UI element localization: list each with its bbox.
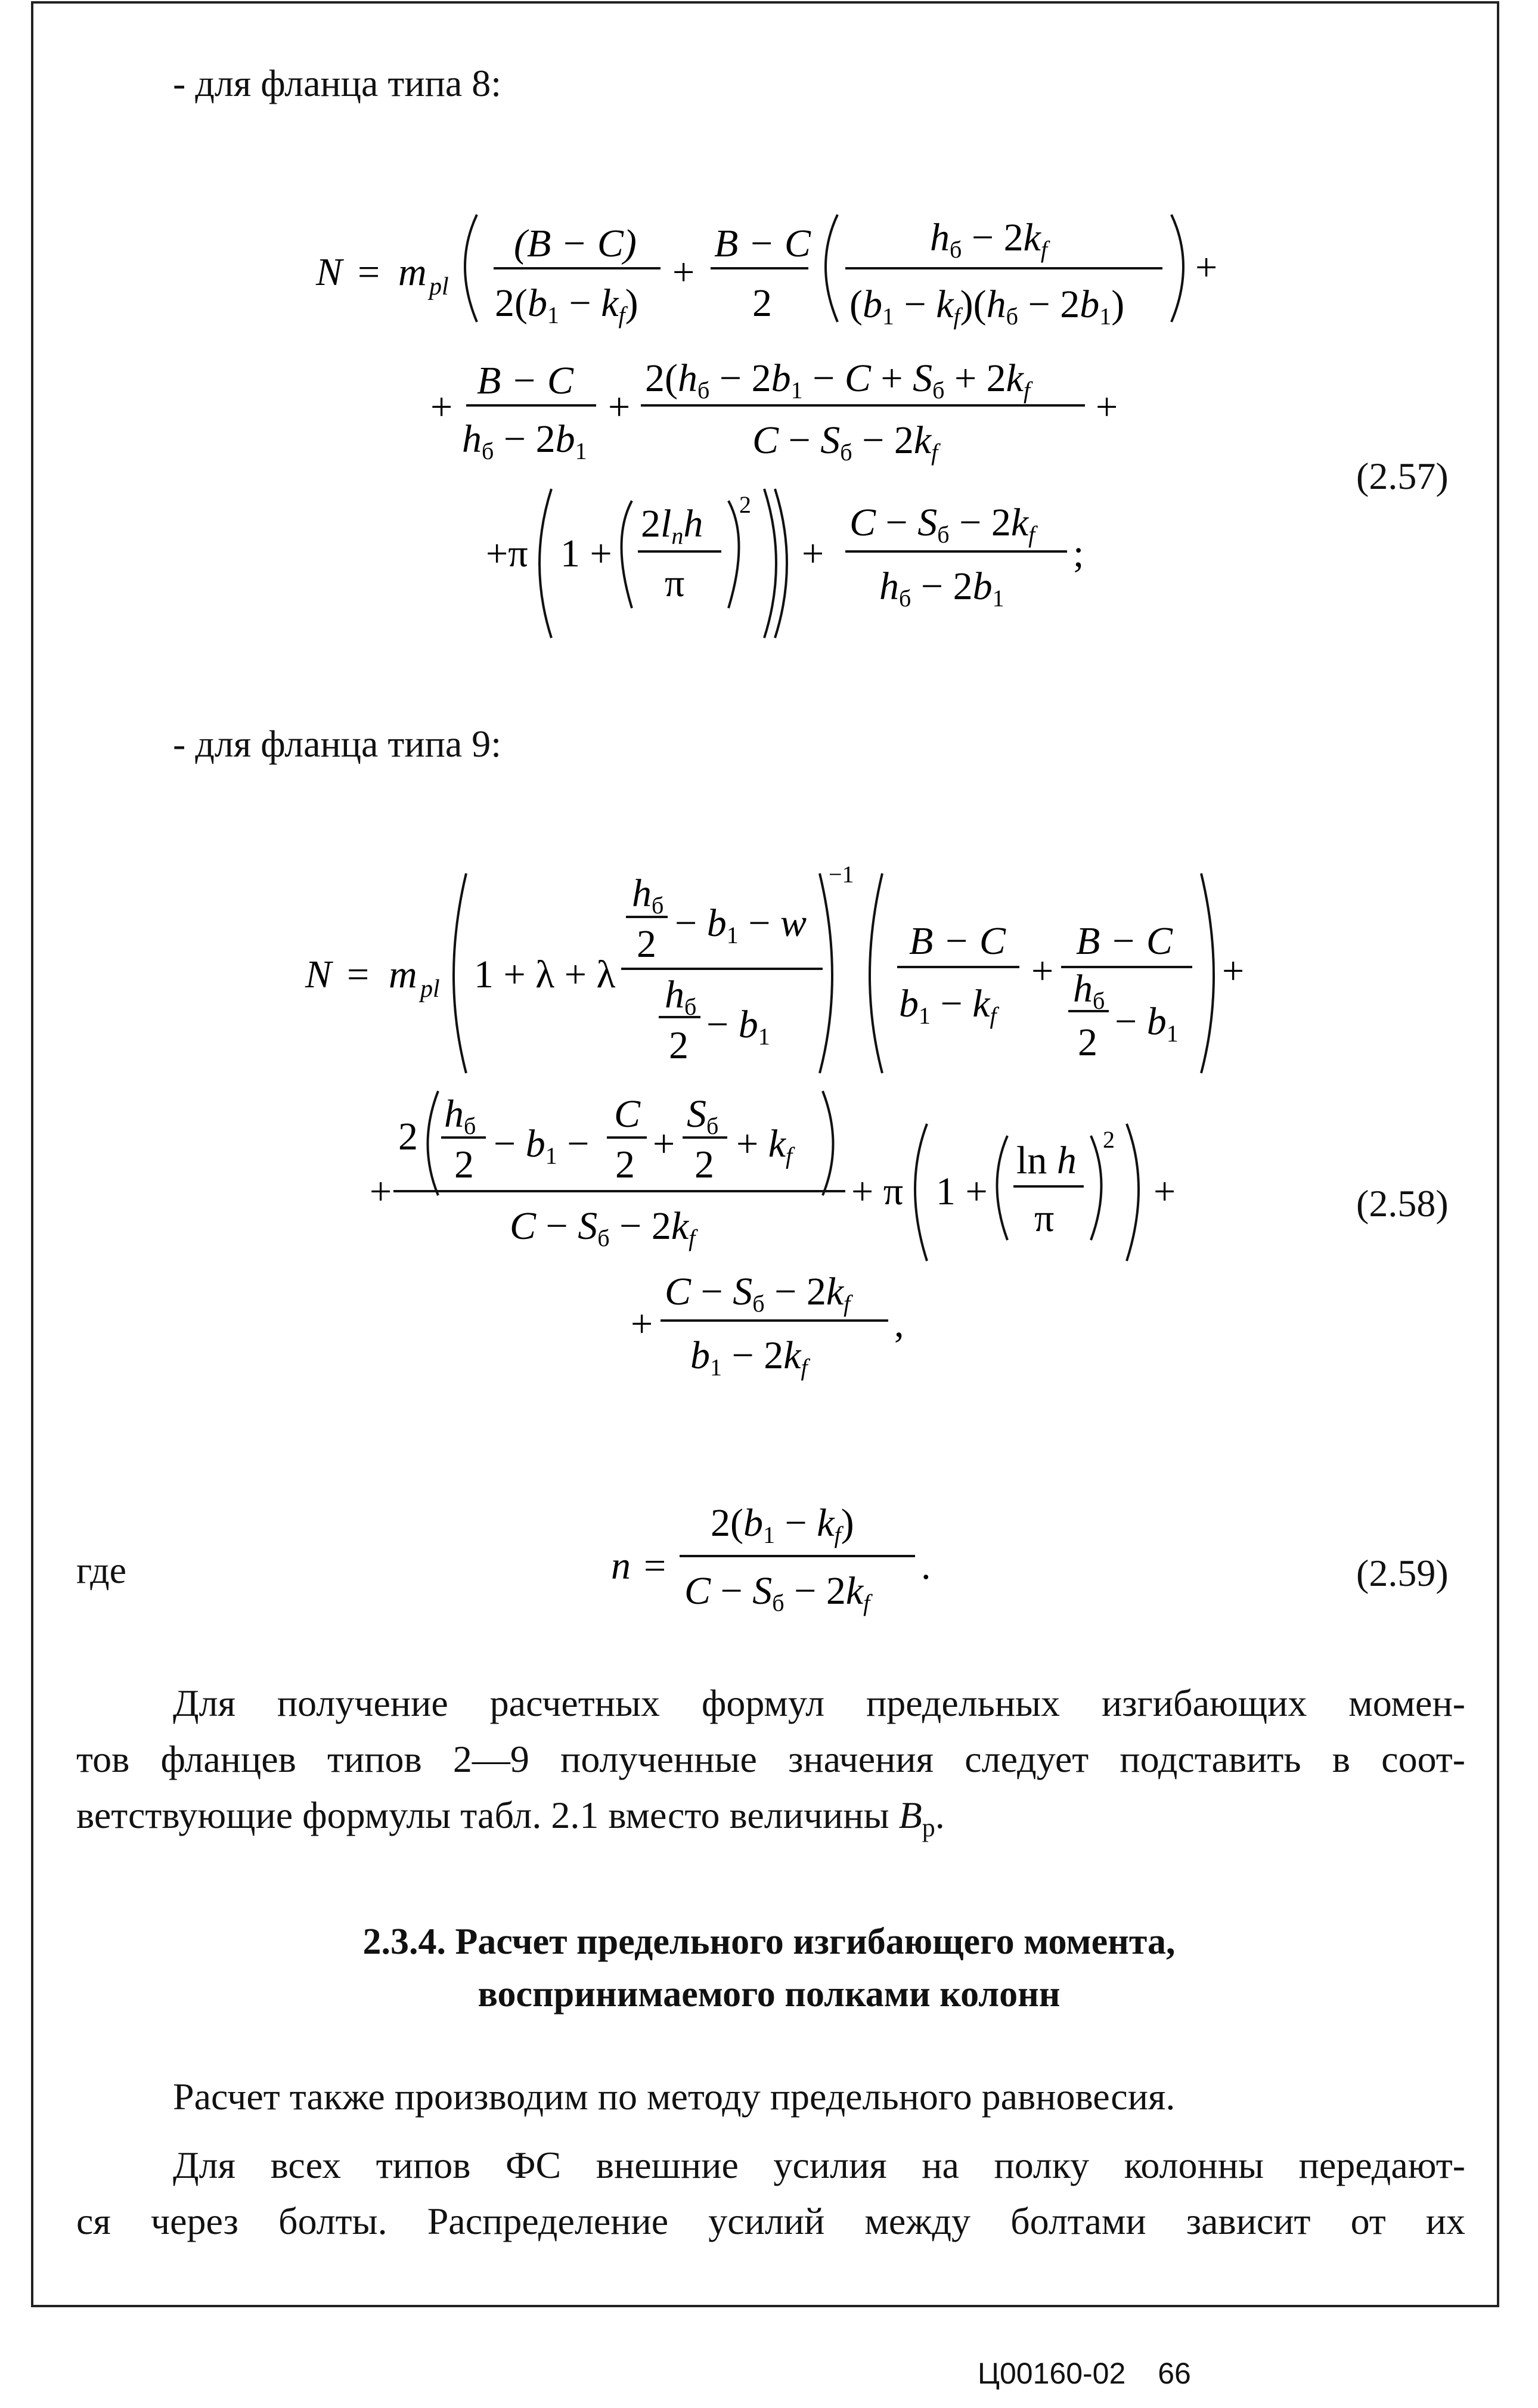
svg-text:2: 2 [615,1143,635,1186]
label-flange-type-8: - для фланца типа 8: [173,62,502,104]
section-heading: 2.3.4. Расчет предельного изгибающего момента, [362,1922,1176,1962]
svg-text:Sб: Sб [687,1092,719,1139]
svg-text:(B − C): (B − C) [514,222,637,265]
svg-text:pl: pl [429,273,449,300]
paragraph-method [76,2069,1465,2125]
text-line: Для всех типов ФС внешние усилия на полку колонны передают- [173,2144,1465,2186]
svg-text:pl: pl [420,975,440,1003]
subscript-p: р [922,1812,935,1842]
formula-2-59 [0,1479,1538,1622]
svg-text:2(b1 − kf): 2(b1 − kf) [711,1501,854,1548]
svg-text:2: 2 [669,1024,689,1067]
svg-text:hб: hб [665,973,697,1020]
svg-text:2: 2 [1078,1021,1097,1064]
svg-text:π: π [665,562,685,605]
svg-text:2: 2 [398,1115,418,1158]
svg-text:2: 2 [454,1143,474,1186]
svg-text:+: + [802,532,824,575]
svg-text:B − C: B − C [1076,919,1173,963]
svg-text:C − Sб − 2kf: C − Sб − 2kf [684,1569,870,1616]
equation-number: (2.58) [1356,1182,1449,1225]
svg-text:−1: −1 [829,861,854,888]
svg-text:+: + [1096,385,1118,429]
svg-text:2: 2 [752,281,772,325]
svg-text:+: + [1154,1170,1176,1213]
svg-text:(b1 − kf)(hб − 2b1): (b1 − kf)(hб − 2b1) [849,283,1125,330]
svg-text:C − Sб − 2kf: C − Sб − 2kf [752,419,938,466]
text-line: ветствующие формулы табл. 2.1 вместо величины $B_р$. [76,1794,945,1842]
svg-text:N: N [305,953,332,996]
svg-text:ln h: ln h [1016,1139,1077,1182]
svg-text:+: + [430,385,453,429]
svg-text:+: + [1031,949,1054,993]
svg-text:1 +: 1 + [560,532,612,575]
svg-text:1 +: 1 + [936,1170,988,1213]
svg-text:=: = [358,250,380,294]
svg-text:C − Sб − 2kf: C − Sб − 2kf [510,1204,696,1251]
text-line: ся через болты. Распределение усилий между болтами зависит от их [76,2200,1465,2242]
formula-2-58 [0,859,1538,1395]
svg-text:+: + [370,1170,392,1213]
svg-text:+ π: + π [851,1170,904,1213]
svg-text:C: C [614,1092,641,1136]
svg-text:− b1 −: − b1 − [494,1122,590,1169]
page-footer [978,2356,1191,2391]
svg-text:− b1: − b1 [706,1003,770,1050]
document-code: Ц00160-02 [978,2357,1126,2390]
paragraph-formulas [76,1675,1465,1856]
svg-text:.: . [921,1544,931,1588]
svg-text:,: , [894,1302,904,1346]
svg-text:=: = [347,953,370,996]
page-number: 66 [1158,2357,1191,2390]
svg-text:+: + [1222,949,1245,993]
svg-text:+: + [653,1122,675,1166]
svg-text:m: m [398,250,427,294]
svg-text:π: π [1034,1197,1055,1240]
label-flange-type-9: - для фланца типа 9: [173,723,502,765]
svg-text:=: = [644,1544,666,1588]
svg-text:− b1 − w: − b1 − w [675,901,807,949]
svg-text:b1 − kf: b1 − kf [899,982,997,1029]
svg-text:B − C: B − C [909,919,1006,963]
svg-text:C − Sб − 2kf: C − Sб − 2kf [849,501,1035,548]
equation-number: (2.59) [1356,1552,1449,1594]
svg-text:+ kf: + kf [736,1122,793,1169]
svg-text:2: 2 [1103,1126,1115,1153]
section-heading-line2: воспринимаемого полками колонн [477,1974,1061,2015]
svg-text:B − C: B − C [477,359,573,402]
svg-text:2: 2 [637,922,656,966]
svg-text:2(b1 − kf): 2(b1 − kf) [495,281,638,328]
svg-text:+: + [608,385,631,429]
svg-text:n: n [611,1544,631,1588]
svg-text:+π: +π [486,532,528,575]
svg-text:hб − 2kf: hб − 2kf [930,216,1048,263]
svg-text:hб − 2b1: hб − 2b1 [879,565,1004,612]
svg-text:2: 2 [694,1143,714,1186]
variable-b: B [898,1794,922,1836]
label-where: где [76,1549,127,1591]
svg-text:N: N [316,250,343,294]
svg-text:hб: hб [632,872,664,919]
svg-text:2: 2 [739,491,751,518]
text-line: Расчет также производим по методу предельного равновесия. [173,2075,1176,2118]
svg-text:+: + [631,1302,653,1346]
svg-text:C − Sб − 2kf: C − Sб − 2kf [665,1270,851,1317]
paragraph-bolts [76,2137,1465,2249]
svg-text:1 + λ + λ: 1 + λ + λ [474,953,616,996]
svg-text:b1 − 2kf: b1 − 2kf [690,1334,808,1381]
svg-text:hб: hб [444,1092,476,1139]
svg-text:B − C: B − C [714,222,811,265]
formula-2-57 [0,179,1538,644]
equation-number: (2.57) [1356,455,1449,497]
svg-text:+: + [672,250,695,294]
svg-text:m: m [389,953,417,996]
text-line: тов фланцев типов 2—9 полученные значения следует подставить в соот- [76,1738,1465,1780]
svg-text:− b1: − b1 [1115,1000,1179,1047]
text-line: Для получение расчетных формул предельных изгибающих момен- [173,1682,1465,1724]
svg-text:2lnh: 2lnh [641,502,703,549]
svg-text:+: + [1195,246,1218,289]
svg-text:hб: hб [1073,967,1105,1014]
svg-text:;: ; [1073,532,1084,575]
svg-text:hб − 2b1: hб − 2b1 [462,417,587,464]
svg-text:2(hб − 2b1 − C + Sб + 2kf: 2(hб − 2b1 − C + Sб + 2kf [645,357,1031,404]
